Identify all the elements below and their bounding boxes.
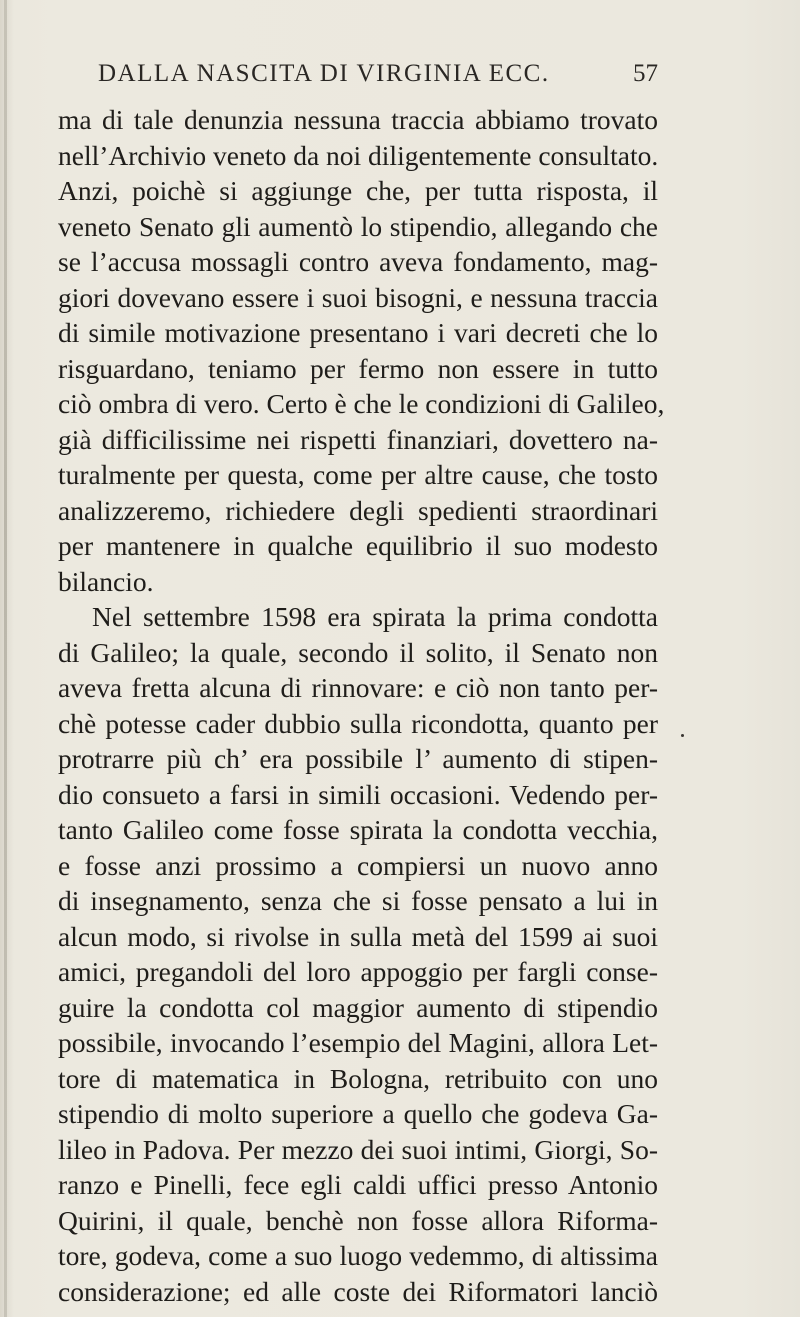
text-line: di insegnamento, senza che si fosse pensato a lui in [58,885,658,916]
running-header [98,60,658,96]
paragraph-end-line: bilancio. [58,565,154,597]
text-line: protrarre più ch’ era possibile l’ aumento di stipen- [58,743,658,774]
text-line: tanto Galileo come fosse spirata la condotta vecchia, [58,814,658,845]
text-line: analizzeremo, richiedere degli spedienti straordinari [58,494,658,526]
text-line: chè potesse cader dubbio sulla ricondotta, quanto per [58,707,658,739]
paragraph-start-line: Nel settembre 1598 era spirata la prima condotta [92,601,658,632]
text-line: risguardano, teniamo per fermo non essere in tutto [58,352,658,384]
text-line: ma di tale denunzia nessuna traccia abbiamo trovato [58,104,658,135]
text-line: lileo in Padova. Per mezzo dei suoi intimi, Giorgi, So- [58,1133,658,1165]
text-line: possibile, invocando l’esempio del Magini, allora Let- [58,1027,658,1058]
text-line: e fosse anzi prossimo a compiersi un nuovo anno [58,849,658,881]
text-line: nell’Archivio veneto da noi diligentemente consultato. [58,139,659,171]
text-line: amici, pregandoli del loro appoggio per fargli conse- [58,956,658,987]
text-line: già difficilissime nei rispetti finanziari, dovettero na- [58,423,658,455]
text-line: tore, godeva, come a suo luogo vedemmo, di altissima [58,1240,658,1271]
text-line: guire la condotta col maggior aumento di stipendio [58,991,658,1023]
text-line: dio consueto a farsi in simili occasioni. Vedendo per- [58,778,658,810]
text-line: di simile motivazione presentano i vari decreti che lo [58,317,658,348]
text-line: alcun modo, si rivolse in sulla metà del 1599 ai suoi [58,920,658,952]
text-line: ciò ombra di vero. Certo è che le condizioni di Galileo, [58,388,665,419]
text-line: turalmente per questa, come per altre cause, che tosto [58,459,658,490]
text-line: veneto Senato gli aumentò lo stipendio, allegando che [58,210,658,242]
ink-speck [681,734,684,737]
text-line: per mantenere in qualche equilibrio il suo modesto [58,530,658,561]
text-line: Anzi, poichè si aggiunge che, per tutta risposta, il [58,175,658,206]
text-line: se l’accusa mossagli contro aveva fondamento, mag- [58,246,658,277]
text-line: stipendio di molto superiore a quello che godeva Ga- [58,1098,658,1129]
text-line: tore di matematica in Bologna, retribuito con uno [58,1062,658,1094]
text-line: Quirini, il quale, benchè non fosse allora Riforma- [58,1204,658,1236]
text-line: aveva fretta alcuna di rinnovare: e ciò non tanto per- [58,672,658,703]
body-text [58,102,665,1309]
text-line: considerazione; ed alle coste dei Riformatori lanciò [58,1275,658,1307]
page-number: 57 [633,60,658,87]
text-line: ranzo e Pinelli, fece egli caldi uffici presso Antonio [58,1169,658,1200]
text-line: giori dovevano essere i suoi bisogni, e nessuna traccia [58,281,658,313]
running-title: DALLA NASCITA DI VIRGINIA ECC. [98,60,550,87]
page-gutter-shadow [4,0,7,1317]
text-line: di Galileo; la quale, secondo il solito, il Senato non [58,636,658,668]
